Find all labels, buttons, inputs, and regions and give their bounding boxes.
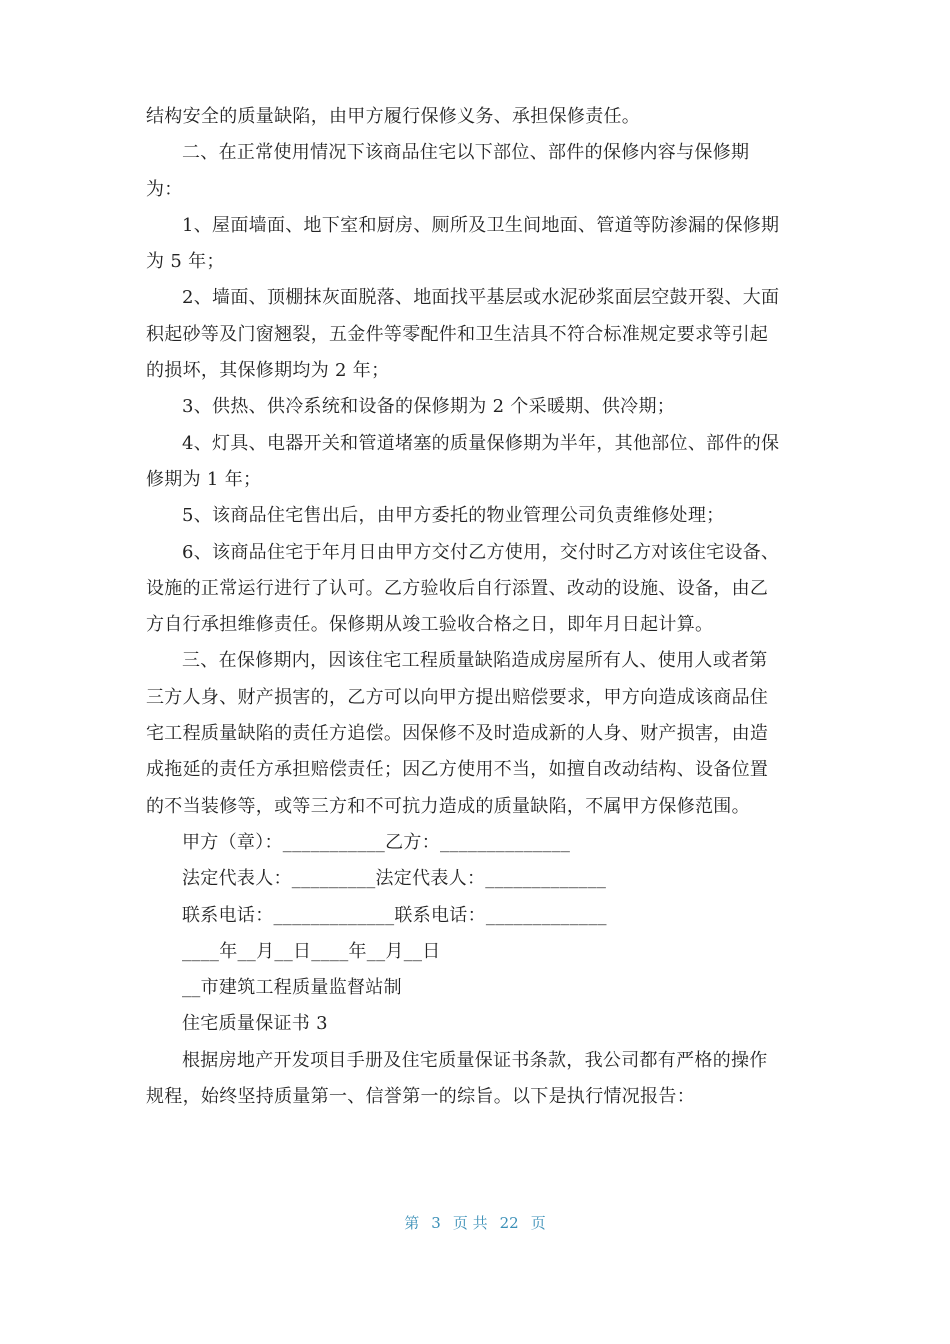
footer-label-page: 第 bbox=[404, 1214, 420, 1232]
document-line: 宅工程质量缺陷的责任方追偿。因保修不及时造成新的人身、财产损害，由造 bbox=[146, 723, 769, 745]
document-line: 为： bbox=[146, 178, 183, 200]
document-body bbox=[146, 99, 810, 1115]
document-line: 根据房地产开发项目手册及住宅质量保证书条款，我公司都有严格的操作 bbox=[182, 1049, 768, 1071]
document-line: 联系电话：_____________联系电话：_____________ bbox=[182, 904, 607, 926]
document-line: 规程，始终坚持质量第一、信誉第一的综旨。以下是执行情况报告： bbox=[146, 1086, 695, 1108]
document-line: 成拖延的责任方承担赔偿责任；因乙方使用不当，如擅自改动结构、设备位置 bbox=[146, 759, 769, 781]
document-line: 二、在正常使用情况下该商品住宅以下部位、部件的保修内容与保修期 bbox=[182, 142, 750, 164]
document-line: __市建筑工程质量监督站制 bbox=[182, 977, 402, 999]
document-line: 4、灯具、电器开关和管道堵塞的质量保修期为半年，其他部位、部件的保 bbox=[182, 432, 780, 454]
document-line: 设施的正常运行进行了认可。乙方验收后自行添置、改动的设施、设备，由乙 bbox=[146, 577, 769, 599]
page-footer bbox=[0, 1212, 950, 1233]
footer-total-pages: 22 bbox=[499, 1214, 519, 1232]
document-line: ____年__月__日____年__月__日 bbox=[182, 940, 441, 962]
document-line: 1、屋面墙面、地下室和厨房、厕所及卫生间地面、管道等防渗漏的保修期 bbox=[182, 214, 780, 236]
document-line: 3、供热、供冷系统和设备的保修期为 2 个采暖期、供冷期； bbox=[182, 396, 676, 418]
footer-label-pages: 页 bbox=[530, 1214, 546, 1232]
document-line: 法定代表人：_________法定代表人：_____________ bbox=[182, 868, 607, 890]
footer-current-page: 3 bbox=[431, 1214, 441, 1232]
document-line: 三方人身、财产损害的，乙方可以向甲方提出赔偿要求，甲方向造成该商品住 bbox=[146, 686, 769, 708]
document-line: 住宅质量保证书 3 bbox=[182, 1013, 328, 1035]
document-line: 积起砂等及门窗翘裂，五金件等零配件和卫生洁具不符合标准规定要求等引起 bbox=[146, 323, 769, 345]
document-line: 2、墙面、顶棚抹灰面脱落、地面找平基层或水泥砂浆面层空鼓开裂、大面 bbox=[182, 287, 780, 309]
document-line: 修期为 1 年； bbox=[146, 468, 262, 490]
footer-label-page-of: 页 共 bbox=[452, 1214, 488, 1232]
document-line: 三、在保修期内，因该住宅工程质量缺陷造成房屋所有人、使用人或者第 bbox=[182, 650, 768, 672]
document-line: 6、该商品住宅于年月日由甲方交付乙方使用，交付时乙方对该住宅设备、 bbox=[182, 541, 780, 563]
document-line: 方自行承担维修责任。保修期从竣工验收合格之日，即年月日起计算。 bbox=[146, 614, 714, 636]
document-line: 的损坏，其保修期均为 2 年； bbox=[146, 360, 390, 382]
document-line: 结构安全的质量缺陷，由甲方履行保修义务、承担保修责任。 bbox=[146, 106, 641, 127]
document-line: 为 5 年； bbox=[146, 251, 225, 273]
document-line: 甲方（章）：___________乙方：______________ bbox=[182, 831, 571, 853]
document-line: 5、该商品住宅售出后，由甲方委托的物业管理公司负责维修处理； bbox=[182, 505, 725, 527]
document-line: 的不当装修等，或等三方和不可抗力造成的质量缺陷，不属甲方保修范围。 bbox=[146, 795, 750, 817]
